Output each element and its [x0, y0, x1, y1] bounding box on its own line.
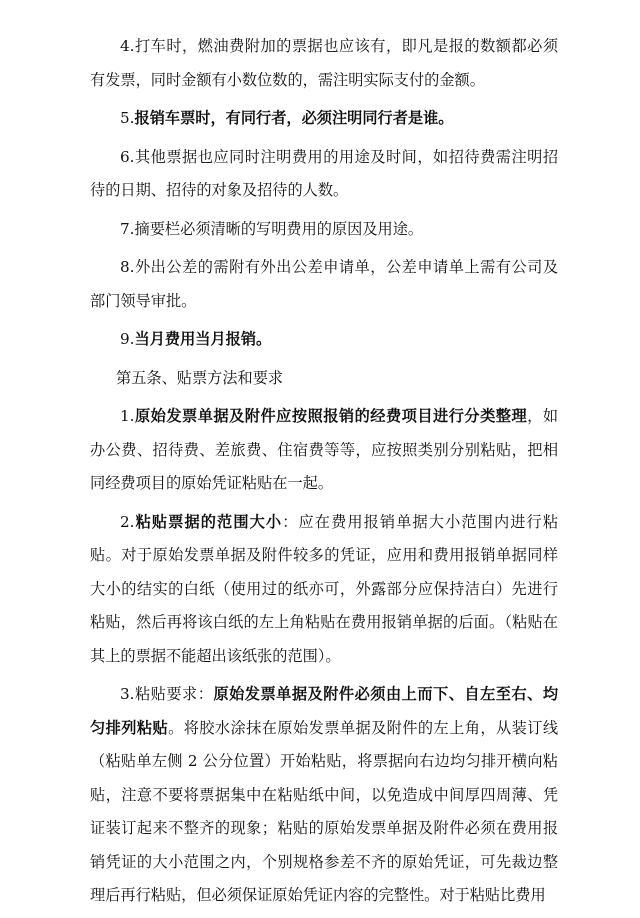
item-text: 摘要栏必须清晰的写明费用的原因及用途。	[134, 219, 424, 238]
item-text: 打车时，燃油费附加的票据也应该有，即凡是报的数额都必须有发票，同时金额有小数位数的，需注明实际支付的金额。	[90, 37, 558, 89]
item-number: 6.	[120, 147, 135, 166]
item-prefix-text: 粘贴要求：	[134, 685, 214, 703]
item-number: 7.	[120, 219, 135, 238]
item-bold-text: 原始发票单据及附件应按照报销的经费项目进行分类整理	[134, 407, 528, 425]
item-text: ：应在费用报销单据大小范围内进行粘贴。对于原始发票单据及附件较多的凭证，应用和费用报销单据同样大小的结实的白纸（使用过的纸亦可，外露部分应保持洁白）先进行粘贴，然后再将该白纸的左上角粘贴在费用报销单据的后面。（粘贴在其上的票据不能超出该纸张的范围）。	[90, 512, 559, 665]
paragraph-item-9	[90, 323, 558, 357]
item-bold-text: 当月费用当月报销。	[134, 330, 272, 348]
item-number: 9.	[120, 330, 135, 348]
item-text: 其他票据也应同时注明费用的用途及时间，如招待费需注明招待的日期、招待的对象及招待的人数。	[90, 147, 558, 199]
paragraph-item-4	[90, 30, 558, 97]
item-text: 。将胶水涂抹在原始发票单据及附件的左上角，从装订线（粘贴单左侧 2 公分位置）开始粘贴，将票据向右边均匀排开横向粘贴，注意不要将票据集中在粘贴纸中间，以免造成中间厚四周薄、凭证装订起来不整齐的现象；粘贴的原始发票单据及附件必须在费用报销凭证的大小范围之内，个别规格参差不齐的原始凭证，可先裁边整理后再行粘贴，但必须保证原始凭证内容的完整性。对于粘贴比费用	[90, 718, 559, 904]
item-bold-text: 粘贴票据的范围大小	[134, 512, 283, 531]
item-number: 5.	[120, 109, 135, 127]
item-number: 1.	[120, 407, 135, 425]
item-bold-text: 报销车票时，有同行者，必须注明同行者是谁。	[134, 109, 454, 127]
paragraph-rule-2	[90, 506, 558, 674]
item-bold-text: 原始发票单据及附件必须由上而下、自左至右、均匀排列粘贴	[90, 685, 559, 737]
item-number: 8.	[120, 258, 135, 276]
item-text: 外出公差的需附有外出公差申请单，公差申请单上需有公司及部门领导审批。	[90, 258, 558, 310]
paragraph-item-8	[90, 251, 558, 318]
document-page	[90, 30, 558, 918]
item-number: 4.	[120, 37, 135, 55]
paragraph-rule-1	[90, 400, 558, 501]
paragraph-item-5	[90, 102, 558, 136]
item-number: 2.	[120, 512, 135, 531]
item-number: 3.	[120, 685, 135, 703]
paragraph-rule-3	[90, 678, 558, 913]
section-heading: 第五条、贴票方法和要求	[116, 368, 284, 387]
paragraph-item-7	[90, 213, 558, 247]
paragraph-item-6	[90, 141, 558, 208]
item-text: ，如办公费、招待费、差旅费、住宿费等等，应按照类别分别粘贴，把相同经费项目的原始凭证粘贴在一起。	[90, 407, 559, 492]
